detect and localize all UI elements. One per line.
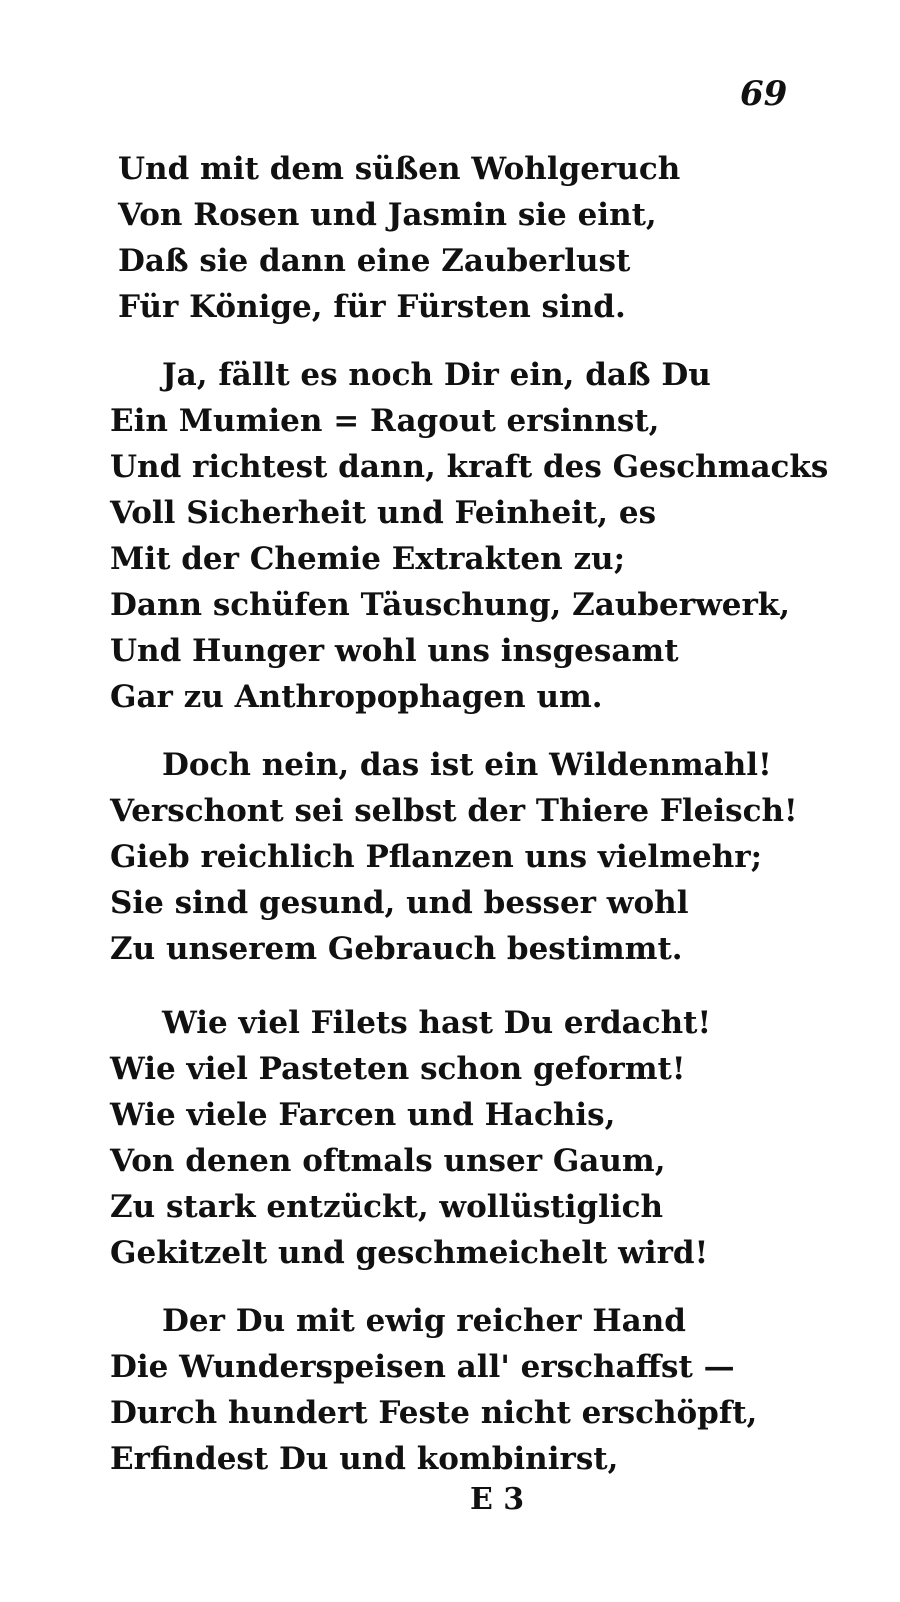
verse-line: Doch nein, das ist ein Wildenmahl!: [162, 747, 772, 783]
stanza-4: [110, 1000, 810, 1276]
verse-line: Wie viel Pasteten schon geformt!: [110, 1051, 686, 1087]
verse-line: Ein Mumien = Ragout ersinnst,: [110, 403, 660, 439]
verse-line: Erfindest Du und kombinirst,: [110, 1441, 619, 1477]
verse-line: Und mit dem süßen Wohlgeruch: [118, 151, 681, 187]
verse-line: Zu stark entzückt, wollüstiglich: [110, 1189, 664, 1225]
verse-line: Gekitzelt und geschmeichelt wird!: [110, 1235, 709, 1271]
verse-line: Die Wunderspeisen all' erschaffst —: [110, 1349, 735, 1385]
stanza-3: [110, 742, 810, 972]
verse-line: Von Rosen und Jasmin sie eint,: [118, 197, 657, 233]
verse-line: Durch hundert Feste nicht erschöpft,: [110, 1395, 758, 1431]
verse-line: Wie viele Farcen und Hachis,: [110, 1097, 616, 1133]
verse-line: Daß sie dann eine Zauberlust: [118, 243, 631, 279]
stanza-5: [110, 1298, 810, 1482]
stanza-1: [118, 146, 818, 330]
verse-line: Und Hunger wohl uns insgesamt: [110, 633, 679, 669]
stanza-2: [110, 352, 829, 720]
verse-line: Von denen oftmals unser Gaum,: [110, 1143, 666, 1179]
verse-line: Wie viel Filets hast Du erdacht!: [162, 1005, 712, 1041]
printer-signature-mark: E 3: [470, 1482, 525, 1517]
verse-line: Sie sind gesund, und besser wohl: [110, 885, 689, 921]
page-number: 69: [740, 74, 788, 114]
verse-line: Gieb reichlich Pflanzen uns vielmehr;: [110, 839, 763, 875]
verse-line: Für Könige, für Fürsten sind.: [118, 289, 626, 325]
verse-line: Voll Sicherheit und Feinheit, es: [110, 495, 657, 531]
verse-line: Der Du mit ewig reicher Hand: [162, 1303, 686, 1339]
verse-line: Ja, fällt es noch Dir ein, daß Du: [162, 357, 711, 393]
verse-line: Mit der Chemie Extrakten zu;: [110, 541, 626, 577]
verse-line: Zu unserem Gebrauch bestimmt.: [110, 931, 683, 967]
verse-line: Dann schüfen Täuschung, Zauberwerk,: [110, 587, 791, 623]
verse-line: Und richtest dann, kraft des Geschmacks: [110, 449, 829, 485]
verse-line: Gar zu Anthropophagen um.: [110, 679, 603, 715]
verse-line: Verschont sei selbst der Thiere Fleisch!: [110, 793, 798, 829]
